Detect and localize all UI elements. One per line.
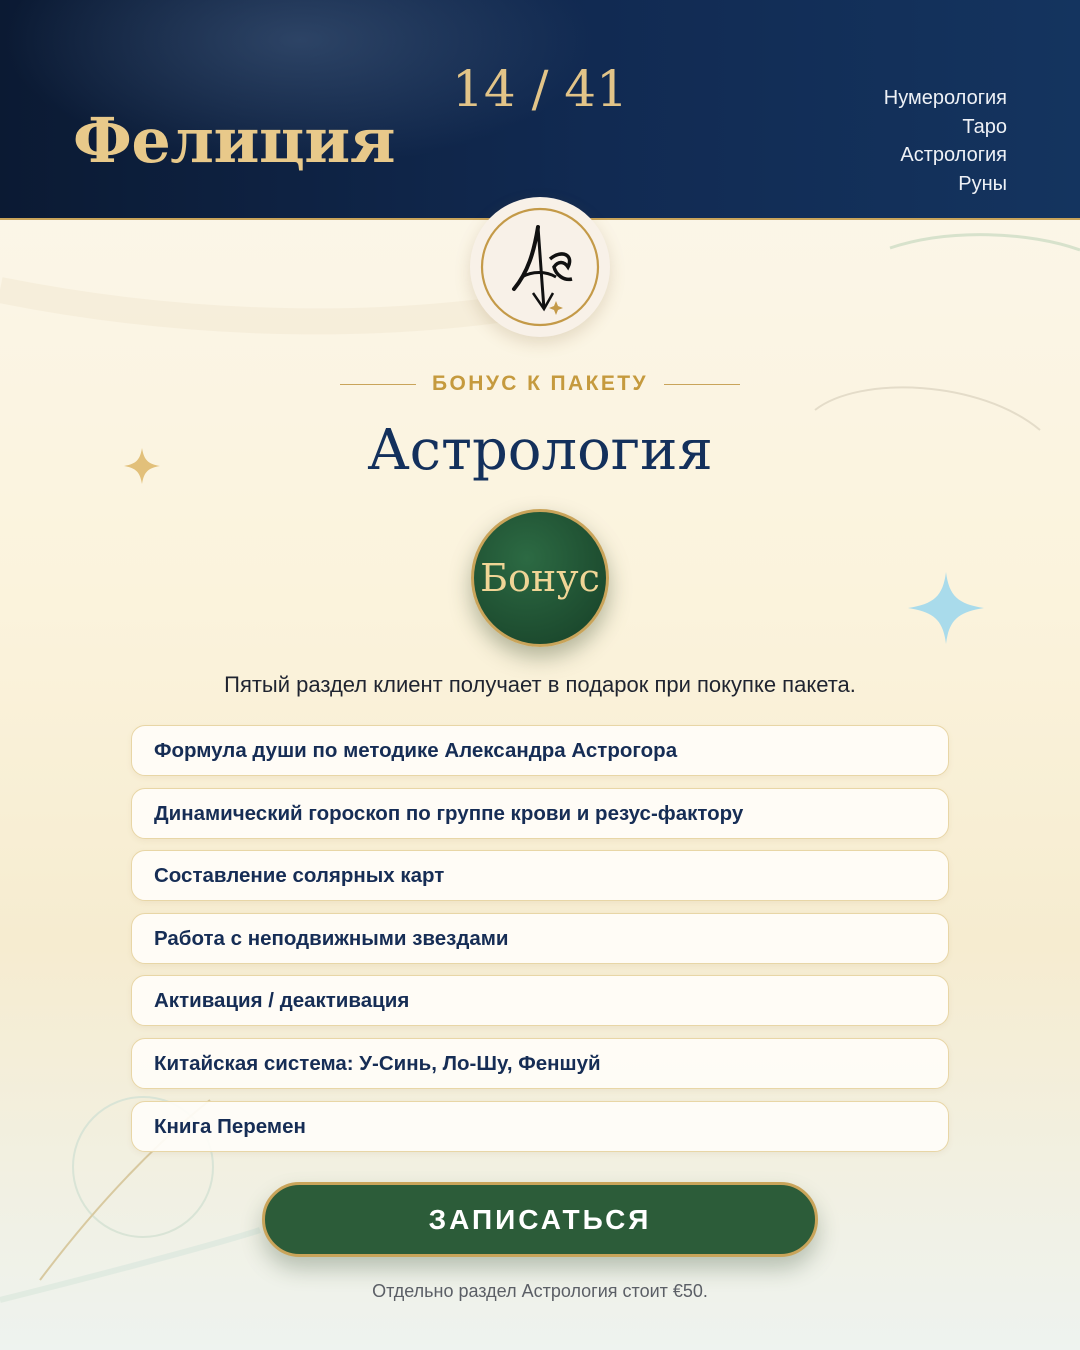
divider-right — [664, 384, 740, 385]
header — [0, 0, 1080, 220]
monogram-logo-icon — [470, 197, 610, 337]
page-counter: 14 / 41 — [452, 60, 628, 118]
divider-left — [340, 384, 416, 385]
list-item: Активация / деактивация — [131, 975, 949, 1026]
nav-item-runes[interactable]: Руны — [958, 172, 1007, 195]
list-item: Книга Перемен — [131, 1101, 949, 1152]
list-item: Динамический гороскоп по группе крови и резус-фактору — [131, 788, 949, 839]
list-item: Работа с неподвижными звездами — [131, 913, 949, 964]
section-title: Астрология — [367, 418, 713, 483]
list-item: Составление солярных карт — [131, 850, 949, 901]
list-item: Китайская система: У-Синь, Ло-Шу, Феншуй — [131, 1038, 949, 1089]
logo-medallion — [470, 197, 610, 337]
nav-item-tarot[interactable]: Таро — [962, 115, 1007, 138]
section-subtitle: Пятый раздел клиент получает в подарок при покупке пакета. — [224, 672, 856, 697]
brand-name: Фелиция — [73, 104, 396, 177]
bonus-badge: Бонус — [471, 509, 609, 647]
price-footnote: Отдельно раздел Астрология стоит €50. — [372, 1281, 708, 1301]
signup-button[interactable]: ЗАПИСАТЬСЯ — [262, 1182, 818, 1257]
eyebrow-text: БОНУС К ПАКЕТУ — [432, 372, 648, 395]
nav-item-numerology[interactable]: Нумерология — [883, 87, 1007, 109]
list-item: Формула души по методике Александра Астрогора — [131, 725, 949, 776]
nav-item-astrology[interactable]: Астрология — [900, 144, 1007, 166]
section-eyebrow — [0, 372, 1080, 396]
blue-sparkle-icon — [906, 570, 986, 646]
top-nav — [884, 84, 1007, 198]
bonus-list — [131, 725, 949, 1163]
